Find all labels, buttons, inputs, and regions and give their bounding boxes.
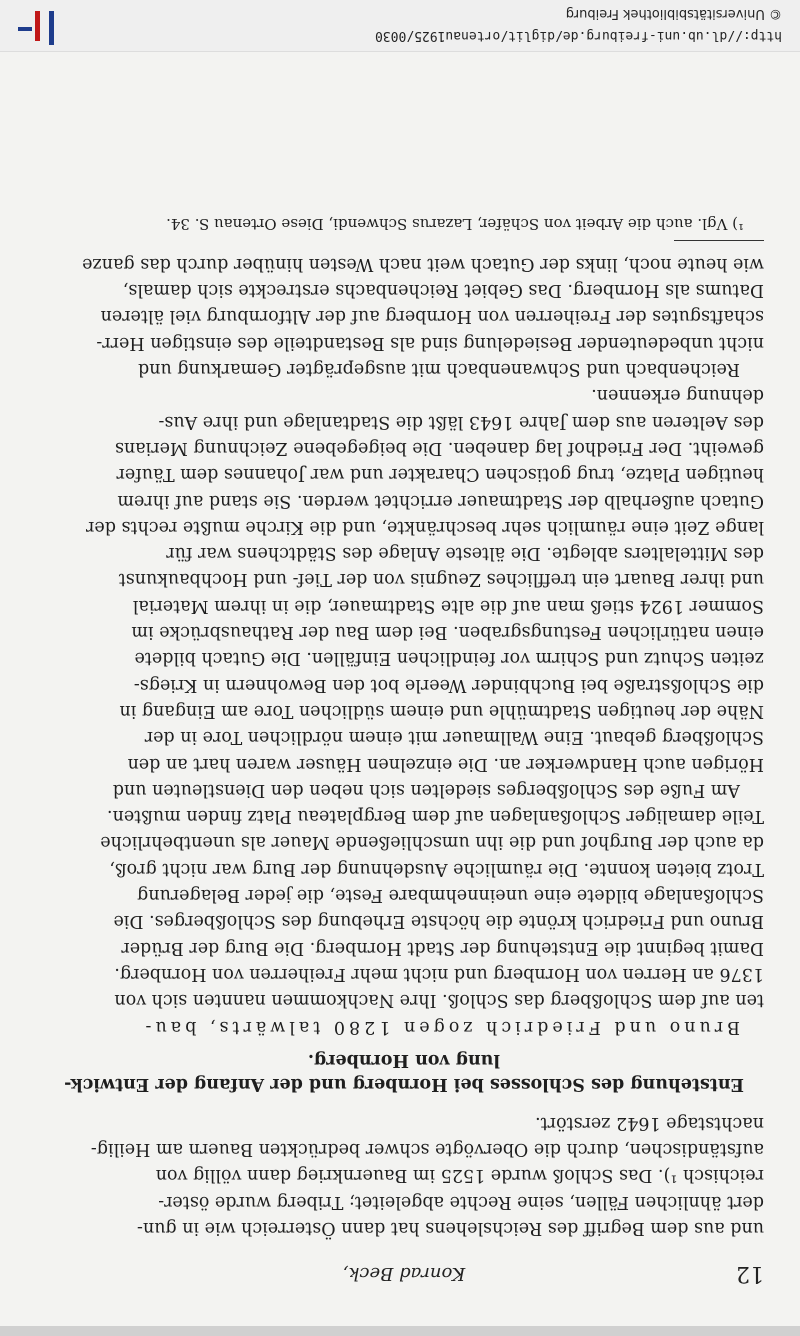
text-line: Nähe der heutigen Stadtmühle und einem südlichen Tore am Eingang in xyxy=(119,700,764,721)
text-line: 1376 an Herren von Hornberg und nicht mehr Freiherren von Hornberg. xyxy=(114,963,764,984)
heading-line: Entstehung des Schlosses bei Hornberg und der Anfang der Entwick- xyxy=(64,1073,744,1094)
library-logo-icon xyxy=(18,7,62,47)
text-line: nicht unbedeutender Besiedelung sind als Bestandteile des einstigen Herr- xyxy=(96,332,764,353)
text-line: heutigen Platze, trug gotischen Charakter und war Johannes dem Täufer xyxy=(116,464,764,485)
text-line: aufständischen, durch die Obervögte schwer bedrückten Bauern am Heilig- xyxy=(90,1139,764,1160)
text-line: da auch der Burghof und die ihn umschließende Mauer als unentbehrliche xyxy=(100,832,764,853)
text-line: Am Fuße des Schloßberges siedelten sich neben den Dienstleuten und xyxy=(112,779,740,800)
text-line: lange Zeit eine räumlich sehr beschränkte, und die Kirche mußte rechts der xyxy=(86,516,764,537)
main-paragraph xyxy=(44,382,764,1039)
text-line: nachtstage 1642 zerstört. xyxy=(535,1112,764,1133)
page-header xyxy=(44,1256,764,1286)
running-head: Konrad Beck, xyxy=(342,1263,466,1284)
section-heading xyxy=(44,1048,764,1096)
text-line: und ihrer Bauart ein treffliches Zeugnis von der Tief- und Hochbaukunst xyxy=(118,569,764,590)
second-paragraph xyxy=(44,251,764,382)
page-body xyxy=(44,214,764,1241)
library-footer xyxy=(0,0,800,52)
top-edge xyxy=(0,1326,800,1336)
text-line: des Mittelalters ablegte. Die älteste Anlage des Städtchens war für xyxy=(166,543,764,564)
heading-line: lung von Hornberg. xyxy=(307,1049,501,1070)
text-line: Hörigen auch Handwerker an. Die einzelnen Häuser waren hart an den xyxy=(127,753,764,774)
text-line: geweiht. Der Friedhof lag daneben. Die beigegebene Zeichnung Merians xyxy=(114,437,764,458)
text-line: dehnung erkennen. xyxy=(591,385,764,406)
footnote: ¹) Vgl. auch die Arbeit von Schäfer, Lazarus Schwendi, Diese Ortenau S. 34. xyxy=(166,214,744,233)
text-line: Gutach außerhalb der Stadtmauer errichtet werden. Sie stand auf ihrem xyxy=(117,490,764,511)
copyright-notice: © Universitätsbibliothek Freiburg xyxy=(565,6,782,21)
text-line: und aus dem Begriff des Reichslehens hat dann Österreich wie in gun- xyxy=(137,1218,764,1238)
text-line: reichisch ¹). Das Schloß wurde 1525 im Bauernkrieg dann völlig von xyxy=(155,1165,764,1186)
text-line: Reichenbach und Schwanenbach mit ausgeprägter Gemarkung und xyxy=(138,359,740,380)
text-line: des Aelteren aus dem Jahre 1643 läßt die Stadtanlage und ihre Aus- xyxy=(158,411,764,432)
text-line: Datums als Hornberg. Das Gebiet Reichenbachs erstreckte sich damals, xyxy=(122,280,764,301)
text-line: die Schloßstraße bei Buchbinder Weerle bot den Bewohnern in Kriegs- xyxy=(133,674,764,695)
text-line: zeiten Schutz und Schirm vor feindlichen Einfällen. Die Gutach bildete xyxy=(134,648,764,669)
text-line: Damit beginnt die Entstehung der Stadt Hornberg. Die Burg der Brüder xyxy=(121,937,764,958)
text-line: Sommer 1924 stieß man auf die alte Stadtmauer, die in ihrem Material xyxy=(132,595,764,616)
text-line: Bruno und Friedrich krönte die höchste Erhebung des Schloßberges. Die xyxy=(113,911,764,932)
intro-paragraph xyxy=(44,1110,764,1241)
text-line: dert ähnlichen Fällen, seine Rechte abgeleitet; Triberg wurde öster- xyxy=(158,1191,764,1212)
text-line: wie heute noch, links der Gutach weit nach Westen hinüber durch das ganze xyxy=(82,253,764,274)
text-line: Bruno und Friedrich zogen 1280 talwärts, bau- xyxy=(141,1016,740,1037)
text-line: ten auf dem Schloßberg das Schloß. Ihre Nachkommen nannten sich von xyxy=(114,990,764,1011)
footnote-rule xyxy=(674,240,764,241)
text-line: schaftsgutes der Freiherren von Hornberg auf der Altfornburg viel älteren xyxy=(100,306,764,327)
page-number: 12 xyxy=(736,1261,764,1286)
text-line: Teile damaliger Schloßanlagen auf dem Bergplateau Platz finden mußten. xyxy=(106,806,764,827)
scanned-paper xyxy=(0,52,800,1326)
text-line: einen natürlichen Festungsgraben. Bei dem Bau der Rathausbrücke im xyxy=(131,622,764,643)
text-line: Schloßanlage bildete eine uneinnehmbare Feste, die jeder Belagerung xyxy=(137,885,764,906)
text-line: Schloßberg gebaut. Eine Wallmauer mit einem nördlichen Tore in der xyxy=(144,727,764,748)
source-url[interactable]: http://dl.ub.uni-freiburg.de/diglit/ortenau1925/0030 xyxy=(375,28,782,43)
text-line: Trotz bieten konnte. Die räumliche Ausdehnung der Burg war nicht groß, xyxy=(109,858,764,879)
